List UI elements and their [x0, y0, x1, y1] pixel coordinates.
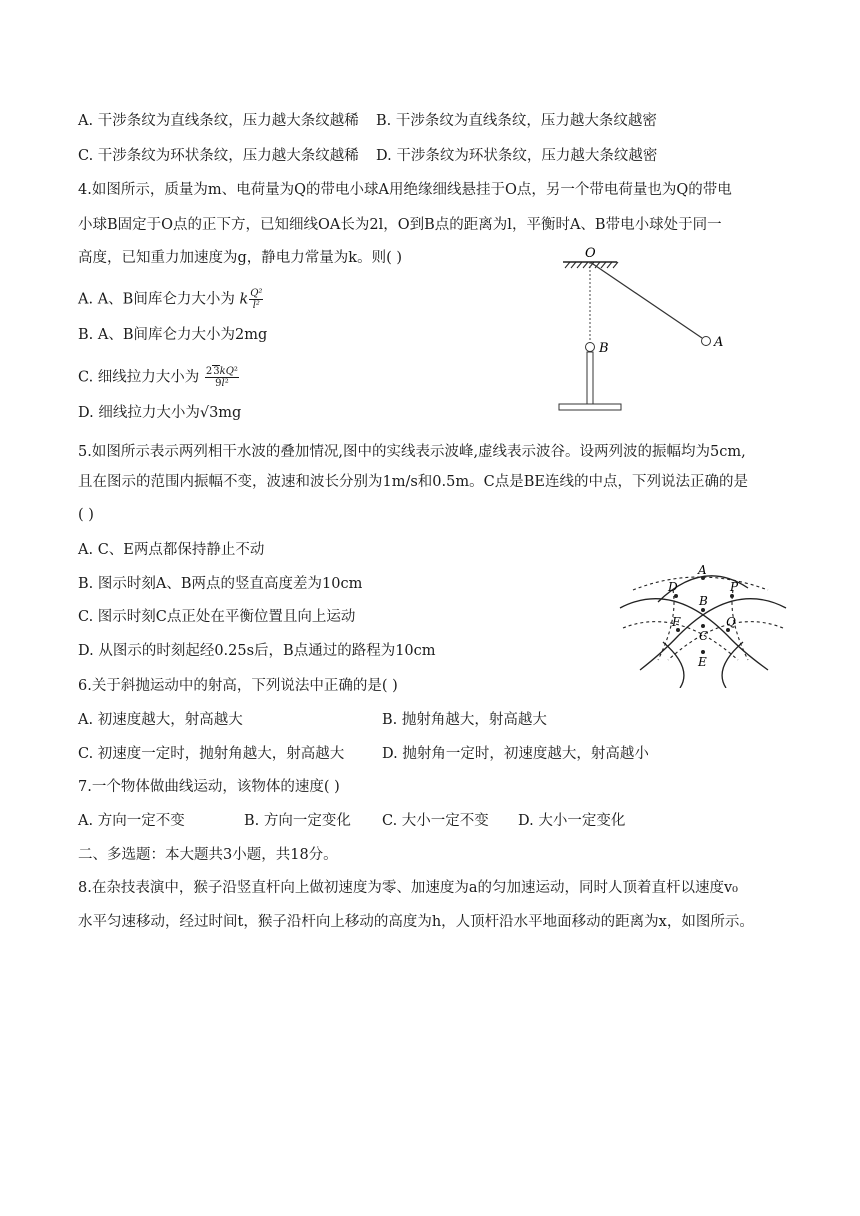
q4-stem-line3: 高度，已知重力加速度为g，静电力常量为k。则( ): [78, 250, 402, 266]
q4-stem-line2: 小球B固定于O点的正下方，已知细线OA长为2l，O到B点的距离为l，平衡时A、B带电小球处于同一: [78, 217, 722, 233]
q4-ball-a: [702, 337, 711, 346]
q5-stem-line2: 且在图示的范围内振幅不变，波速和波长分别为1m/s和0.5m。C点是BE连线的中点，下列说法正确的是: [78, 474, 748, 490]
q5-figure: [618, 560, 788, 688]
q3-option-d: D. 干涉条纹为环状条纹，压力越大条纹越密: [376, 148, 658, 164]
q4-stem-line1: 4.如图所示，质量为m、电荷量为Q的带电小球A用绝缘细线悬挂于O点，另一个带电荷量也为Q的带电: [78, 182, 732, 198]
q5-label-d: D: [668, 580, 678, 594]
q5-label-b: B: [699, 594, 708, 608]
q5-crest-arc-left: [620, 599, 768, 670]
q7-stem: 7.一个物体做曲线运动，该物体的速度( ): [78, 779, 340, 795]
q4-option-a: [78, 288, 264, 311]
q5-crest-arc-right: [640, 599, 786, 670]
q4-stand-rod: [587, 352, 593, 404]
q4-figure: [555, 240, 735, 415]
q5-label-e: E: [698, 655, 707, 669]
q4-label-o: O: [585, 246, 596, 261]
q5-option-d: D. 从图示的时刻起经0.25s后，B点通过的路程为10cm: [78, 643, 436, 659]
q7-option-a: A. 方向一定不变: [78, 813, 185, 829]
q5-option-c: C. 图示时刻C点正处在平衡位置且向上运动: [78, 609, 356, 625]
q5-label-p: P: [730, 580, 739, 594]
q7-option-b: B. 方向一定变化: [244, 813, 351, 829]
q4-option-a-text: A. A、B间库仑力大小为: [78, 291, 235, 308]
q6-option-c: C. 初速度一定时，抛射角越大，射高越大: [78, 746, 345, 762]
q8-stem-line2: 水平匀速移动，经过时间t，猴子沿杆向上移动的高度为h，人顶杆沿水平地面移动的距离为x，如图所示。: [78, 914, 754, 930]
q4-option-a-formula: k $\frac{\text{Q²}}{\text{l²}}$: [239, 288, 263, 311]
q7-option-c: C. 大小一定不变: [382, 813, 489, 829]
q4-ball-b: [586, 343, 595, 352]
q3-option-a: A. 干涉条纹为直线条纹，压力越大条纹越稀: [78, 113, 359, 129]
q5-label-f: F: [672, 615, 681, 629]
q5-point-e: [701, 650, 705, 654]
q4-string-oa: [590, 262, 702, 338]
q4-stand-base: [559, 404, 621, 410]
q8-stem-line1: 8.在杂技表演中，猴子沿竖直杆向上做初速度为零、加速度为a的匀加速运动，同时人顶着直杆以速度v₀: [78, 880, 738, 896]
q6-option-d: D. 抛射角一定时，初速度越大，射高越小: [382, 746, 649, 762]
q4-option-c: [78, 366, 240, 389]
q4-label-a: A: [714, 335, 724, 350]
q5-stem-line1: 5.如图所示表示两列相干水波的叠加情况,图中的实线表示波峰,虚线表示波谷。设两列波的振幅均为5cm,: [78, 444, 746, 460]
q5-point-c: [701, 624, 705, 628]
q5-label-a: A: [698, 563, 707, 577]
q4-option-b: B. A、B间库仑力大小为2mg: [78, 327, 268, 343]
q5-point-b: [701, 608, 705, 612]
q3-option-b: B. 干涉条纹为直线条纹，压力越大条纹越密: [376, 113, 657, 129]
q4-option-c-text: C. 细线拉力大小为: [78, 369, 200, 386]
q5-option-a: A. C、E两点都保持静止不动: [78, 542, 265, 558]
q6-stem: 6.关于斜抛运动中的射高，下列说法中正确的是( ): [78, 678, 398, 694]
q6-option-b: B. 抛射角越大，射高越大: [382, 712, 547, 728]
q5-trough-arc-2: [623, 622, 738, 660]
q3-option-c: C. 干涉条纹为环状条纹，压力越大条纹越稀: [78, 148, 359, 164]
q4-label-b: B: [599, 341, 609, 356]
q5-label-q: Q: [726, 615, 736, 629]
q5-stem-line3: ( ): [78, 507, 94, 523]
q5-point-p: [730, 594, 734, 598]
q6-option-a: A. 初速度越大，射高越大: [78, 712, 243, 728]
q4-option-d: D. 细线拉力大小为√3mg: [78, 405, 242, 421]
section-heading-multiple-choice: 二、多选题：本大题共3小题，共18分。: [78, 847, 338, 863]
q5-point-d: [674, 594, 678, 598]
q7-option-d: D. 大小一定变化: [518, 813, 626, 829]
q4-option-c-formula: $\frac{\text{23kQ²}}{\text{9l²}}$: [205, 366, 238, 389]
q5-label-c: C: [699, 629, 709, 643]
q5-option-b: B. 图示时刻A、B两点的竖直高度差为10cm: [78, 576, 363, 592]
